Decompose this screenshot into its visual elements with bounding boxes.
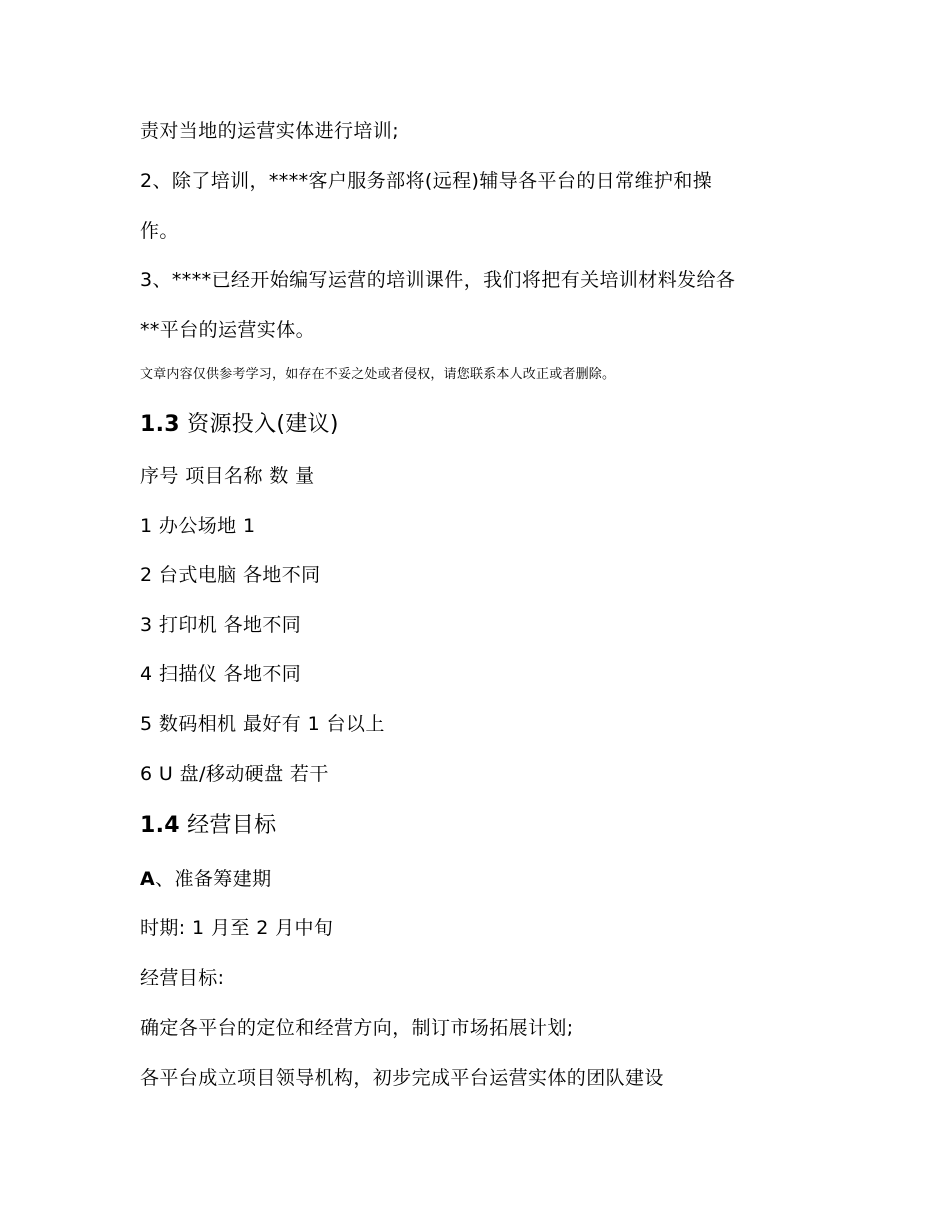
paragraph-line-5: **平台的运营实体。 [140,319,316,341]
section-title: 资源投入(建议) [179,412,339,437]
resource-row-2: 2 台式电脑 各地不同 [140,564,321,586]
resource-row-5: 5 数码相机 最好有 1 台以上 [140,713,385,735]
phase-a-period: 时期: 1 月至 2 月中旬 [140,917,334,939]
phase-title: 、准备筹建期 [155,868,272,890]
section-heading-1-4 [140,812,276,840]
section-heading-1-3 [140,411,339,439]
paragraph-line-3: 作。 [140,220,179,242]
paragraph-line-4: 3、****已经开始编写运营的培训课件，我们将把有关培训材料发给各 [140,269,736,291]
phase-letter: A [140,868,156,890]
phase-a-goal-2: 各平台成立项目领导机构，初步完成平台运营实体的团队建设 [140,1067,664,1089]
resource-row-3: 3 打印机 各地不同 [140,614,302,636]
disclaimer-note: 文章内容仅供参考学习，如存在不妥之处或者侵权，请您联系本人改正或者删除。 [140,367,616,382]
phase-a-goals-label: 经营目标: [140,967,225,989]
paragraph-line-1: 责对当地的运营实体进行培训; [140,120,400,142]
resource-row-1: 1 办公场地 1 [140,515,256,537]
section-title: 经营目标 [179,813,277,838]
section-number: 1.4 [140,813,180,838]
paragraph-line-2: 2、除了培训，****客户服务部将(远程)辅导各平台的日常维护和操 [140,170,713,192]
section-number: 1.3 [140,412,180,437]
phase-a-heading [140,867,272,891]
resource-row-4: 4 扫描仪 各地不同 [140,663,302,685]
phase-a-goal-1: 确定各平台的定位和经营方向，制订市场拓展计划; [140,1017,574,1039]
resource-row-6: 6 U 盘/移动硬盘 若干 [140,763,329,785]
resource-table-header: 序号 项目名称 数 量 [140,465,315,487]
